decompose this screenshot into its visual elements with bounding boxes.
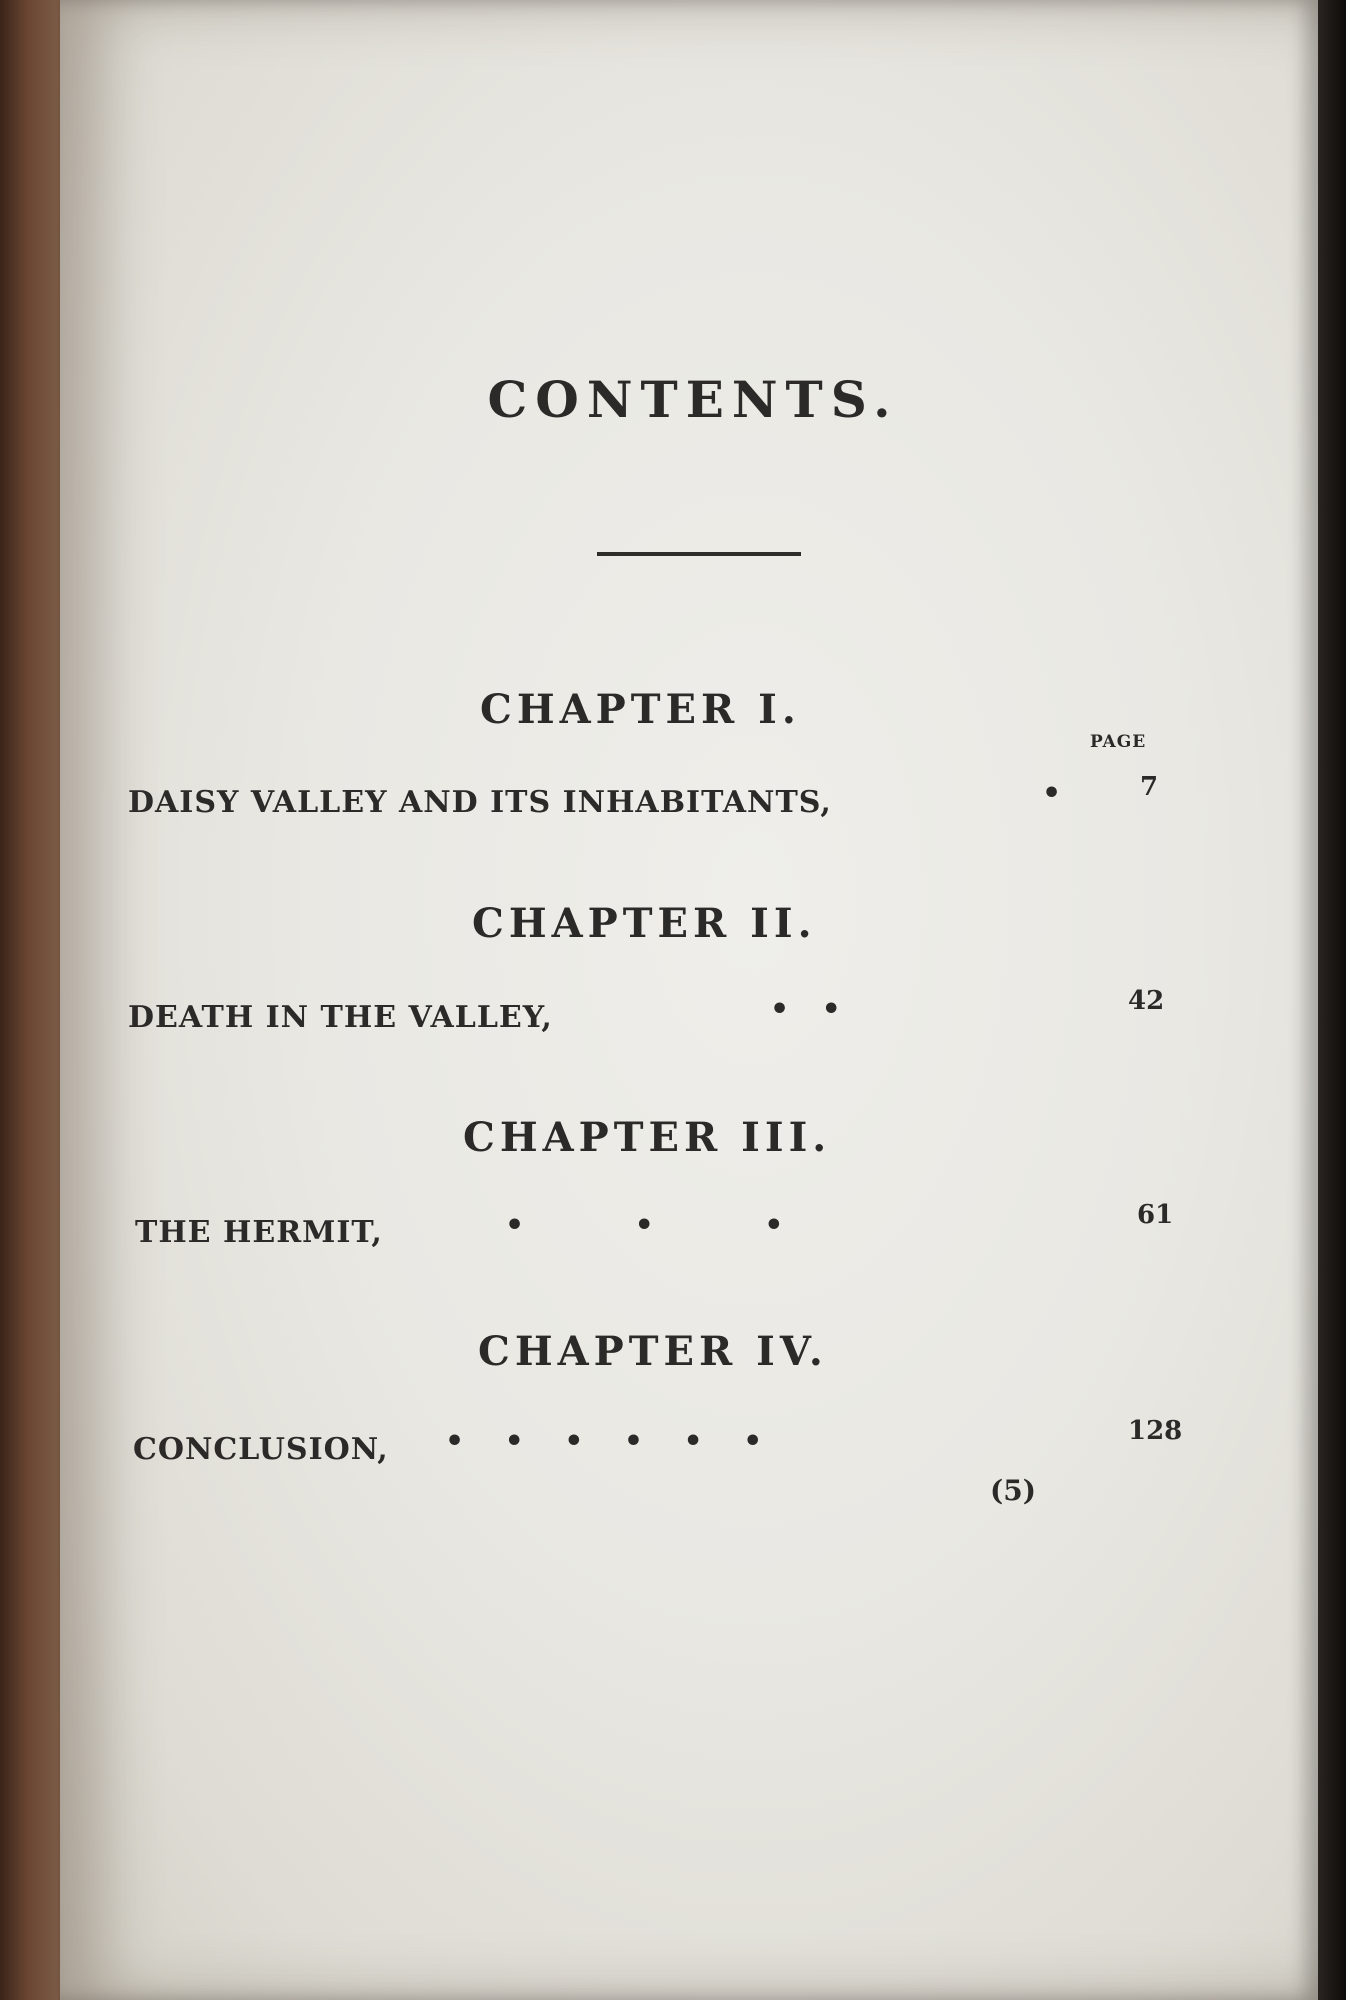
leader-dots-4: • • • • • • bbox=[445, 1424, 763, 1459]
page-column-header: PAGE bbox=[1090, 732, 1147, 752]
page-folio: (5) bbox=[990, 1474, 1036, 1507]
chapter-heading-3: CHAPTER III. bbox=[463, 1114, 832, 1161]
chapter-heading-1: CHAPTER I. bbox=[480, 686, 801, 733]
page-edge-shadow bbox=[1318, 0, 1346, 2000]
title-rule bbox=[597, 552, 801, 556]
entry-title-4: CONCLUSION, bbox=[133, 1432, 389, 1467]
entry-title-3: THE HERMIT, bbox=[135, 1215, 383, 1250]
leader-dots-2: • • bbox=[770, 992, 841, 1027]
contents-title: CONTENTS. bbox=[487, 370, 899, 429]
entry-page-1: 7 bbox=[1140, 772, 1159, 802]
entry-page-2: 42 bbox=[1128, 986, 1165, 1016]
leader-dots-1: • bbox=[1042, 776, 1062, 811]
entry-title-1: DAISY VALLEY AND ITS INHABITANTS, bbox=[128, 785, 832, 820]
entry-page-3: 61 bbox=[1137, 1200, 1174, 1230]
book-page bbox=[60, 0, 1318, 2000]
chapter-heading-4: CHAPTER IV. bbox=[478, 1328, 828, 1375]
chapter-heading-2: CHAPTER II. bbox=[472, 900, 817, 947]
entry-title-2: DEATH IN THE VALLEY, bbox=[128, 1000, 553, 1035]
entry-page-4: 128 bbox=[1128, 1416, 1183, 1446]
leader-dots-3: • • • bbox=[505, 1208, 784, 1243]
